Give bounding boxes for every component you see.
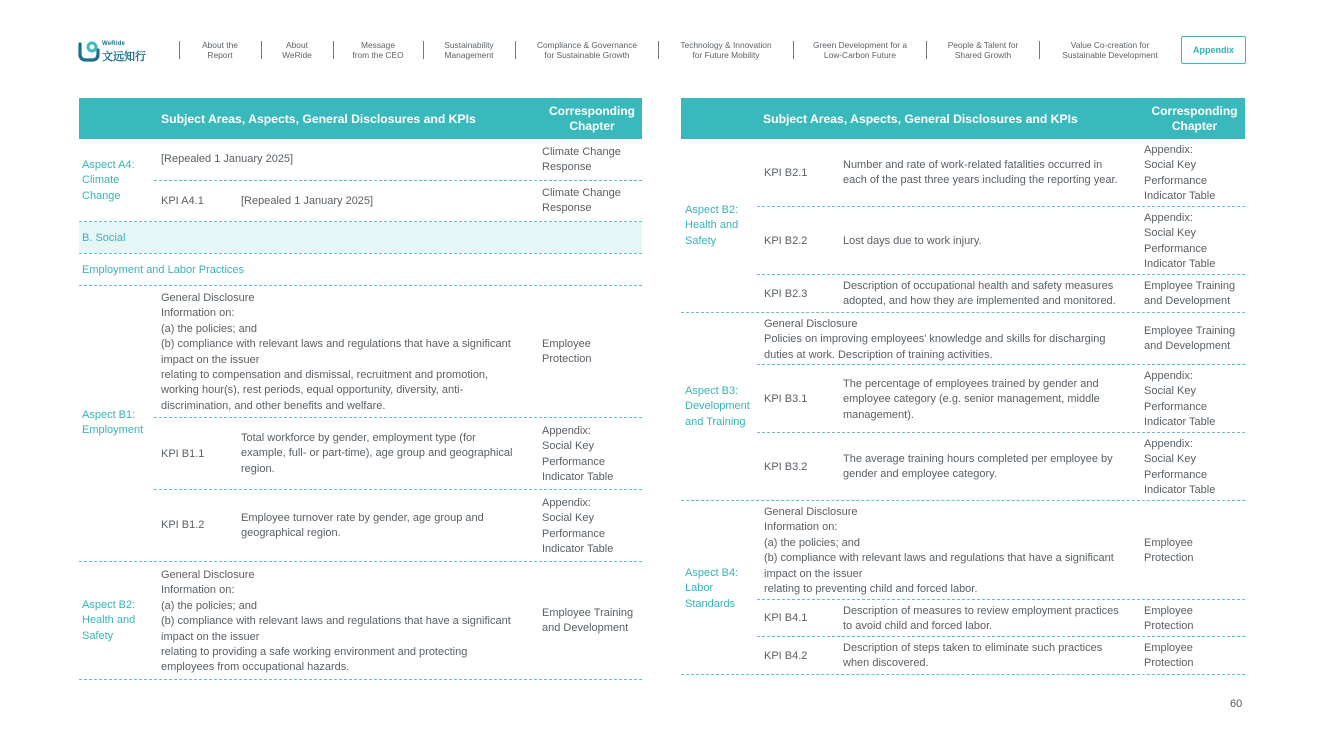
row-divider (757, 599, 1245, 600)
nav-separator (179, 41, 180, 59)
nav-about-weride[interactable]: About WeRide (282, 40, 312, 60)
row-divider (681, 312, 1245, 313)
row-divider (79, 679, 642, 680)
weride-logo-icon (78, 40, 100, 62)
header-subject: Subject Areas, Aspects, General Disclosures and KPIs (161, 111, 476, 126)
kpi-b3-1-chapter: Appendix: Social Key Performance Indicator Table (1144, 370, 1216, 429)
weride-logo[interactable] (78, 39, 158, 63)
table-header (79, 98, 642, 139)
section-employment-labor: Employment and Labor Practices (82, 263, 245, 276)
row-divider (681, 500, 1245, 501)
kpi-b2-2-chapter: Appendix: Social Key Performance Indicator Table (1144, 212, 1216, 271)
table-header (681, 98, 1245, 139)
header-chapter: Corresponding Chapter (549, 103, 635, 133)
logo-text-cn: 文远知行 (102, 50, 146, 63)
header-subject: Subject Areas, Aspects, General Disclosures and KPIs (763, 111, 1078, 126)
b1-general-disclosure: General Disclosure Information on: (a) the policies; and (b) compliance with relevant laws and regulations that have a significant impact on the issuer relating to compensation and dismissal, recruitment and promotion, working hour(s), rest periods, equal opportunity, diversity, anti- discrimination, and other benefits and welfare. (161, 292, 511, 412)
kpi-b1-1-chapter: Appendix: Social Key Performance Indicator Table (542, 425, 614, 484)
top-navigation (78, 36, 1246, 64)
aspect-b2-label: Aspect B2: Health and Safety (82, 599, 136, 642)
b4-general-chapter: Employee Protection (1144, 537, 1194, 565)
kpi-a4-1-code: KPI A4.1 (161, 195, 204, 207)
b2-general-chapter: Employee Training and Development (542, 607, 634, 635)
kpi-b2-3-text: Description of occupational health and safety measures adopted, and how they are implemented and monitored. (843, 280, 1116, 308)
aspect-a4-label: Aspect A4: Climate Change (82, 159, 135, 202)
logo-text-en: WeRide (102, 41, 126, 47)
row-divider (79, 285, 642, 286)
row-divider (154, 180, 642, 181)
section-social: B. Social (79, 222, 642, 253)
kpi-b2-1-chapter: Appendix: Social Key Performance Indicator Table (1144, 144, 1216, 203)
nav-separator (1039, 41, 1040, 59)
row-divider (757, 432, 1245, 433)
kpi-b2-2-text: Lost days due to work injury. (843, 235, 982, 247)
row-divider (154, 417, 642, 418)
kpi-b2-3-code: KPI B2.3 (764, 288, 808, 300)
kpi-b2-1-code: KPI B2.1 (764, 167, 808, 179)
b3-general-disclosure: General Disclosure Policies on improving employees' knowledge and skills for discharging duties at work. Description of training activities. (764, 318, 1106, 361)
nav-separator (926, 41, 927, 59)
kpi-b4-2-text: Description of steps taken to eliminate such practices when discovered. (843, 642, 1103, 670)
kpi-b3-1-code: KPI B3.1 (764, 393, 808, 405)
kpi-b2-1-text: Number and rate of work-related fatalities occurred in each of the past three years including the reporting year. (843, 159, 1118, 187)
b4-general-disclosure: General Disclosure Information on: (a) the policies; and (b) compliance with relevant laws and regulations that have a significant impact on the issuer relating to preventing child and forced labor. (764, 506, 1114, 596)
nav-about-report[interactable]: About the Report (202, 40, 238, 60)
row-divider (757, 636, 1245, 637)
aspect-b1-label: Aspect B1: Employment (82, 409, 144, 437)
b1-general-chapter: Employee Protection (542, 338, 592, 366)
kpi-b4-1-text: Description of measures to review employment practices to avoid child and forced labor. (843, 605, 1119, 633)
kpi-b3-2-text: The average training hours completed per employee by gender and employee category. (843, 453, 1113, 481)
kpi-b3-2-chapter: Appendix: Social Key Performance Indicator Table (1144, 438, 1216, 497)
nav-green-development[interactable]: Green Development for a Low-Carbon Future (812, 40, 908, 60)
kpi-b1-1-code: KPI B1.1 (161, 448, 205, 460)
kpi-b2-3-chapter: Employee Training and Development (1144, 280, 1236, 308)
esg-index-table-right (681, 98, 1245, 678)
row-divider (154, 489, 642, 490)
nav-value-cocreation[interactable]: Value Co-creation for Sustainable Development (1062, 40, 1158, 60)
nav-separator (793, 41, 794, 59)
nav-message-ceo[interactable]: Message from the CEO (352, 40, 404, 60)
nav-separator (658, 41, 659, 59)
kpi-b1-1-text: Total workforce by gender, employment type (for example, full- or part-time), age group and geographical region. (241, 432, 513, 475)
kpi-b1-2-text: Employee turnover rate by gender, age group and geographical region. (241, 512, 484, 540)
nav-separator (333, 41, 334, 59)
aspect-b2-label: Aspect B2: Health and Safety (685, 204, 739, 247)
kpi-b2-2-code: KPI B2.2 (764, 235, 808, 247)
kpi-a4-1-text: [Repealed 1 January 2025] (241, 195, 374, 207)
row-divider (757, 364, 1245, 365)
kpi-b3-1-text: The percentage of employees trained by gender and employee category (e.g. senior management, middle management). (843, 378, 1100, 421)
nav-appendix[interactable]: Appendix (1181, 36, 1246, 64)
esg-index-table-left (79, 98, 642, 682)
b3-general-chapter: Employee Training and Development (1144, 325, 1236, 353)
b2-general-disclosure: General Disclosure Information on: (a) the policies; and (b) compliance with relevant laws and regulations that have a significant impact on the issuer relating to providing a safe working environment and protecting employees from occupational hazards. (161, 569, 511, 674)
nav-compliance-governance[interactable]: Compliance & Governance for Sustainable Growth (536, 40, 638, 60)
aspect-b3-label: Aspect B3: Development and Training (685, 385, 750, 428)
nav-separator (515, 41, 516, 59)
aspect-b4-label: Aspect B4: Labor Standards (685, 567, 739, 610)
kpi-b4-2-code: KPI B4.2 (764, 650, 808, 662)
kpi-b1-2-code: KPI B1.2 (161, 519, 205, 531)
kpi-b3-2-code: KPI B3.2 (764, 461, 808, 473)
row-divider (757, 274, 1245, 275)
page-number: 60 (1230, 698, 1243, 710)
row-divider (757, 206, 1245, 207)
header-chapter: Corresponding Chapter (1151, 103, 1238, 133)
nav-technology-innovation[interactable]: Technology & Innovation for Future Mobility (680, 40, 772, 60)
kpi-b4-1-chapter: Employee Protection (1144, 605, 1194, 633)
a4-general-chapter: Climate Change Response (542, 146, 621, 174)
nav-sustainability-management[interactable]: Sustainability Management (444, 40, 494, 60)
nav-separator (423, 41, 424, 59)
nav-people-talent[interactable]: People & Talent for Shared Growth (947, 40, 1019, 60)
row-divider (79, 561, 642, 562)
a4-general-disclosure: [Repealed 1 January 2025] (161, 153, 294, 165)
kpi-a4-1-chapter: Climate Change Response (542, 187, 621, 215)
kpi-b4-2-chapter: Employee Protection (1144, 642, 1194, 670)
kpi-b1-2-chapter: Appendix: Social Key Performance Indicator Table (542, 497, 614, 556)
kpi-b4-1-code: KPI B4.1 (764, 612, 808, 624)
row-divider (681, 674, 1245, 675)
nav-separator (261, 41, 262, 59)
